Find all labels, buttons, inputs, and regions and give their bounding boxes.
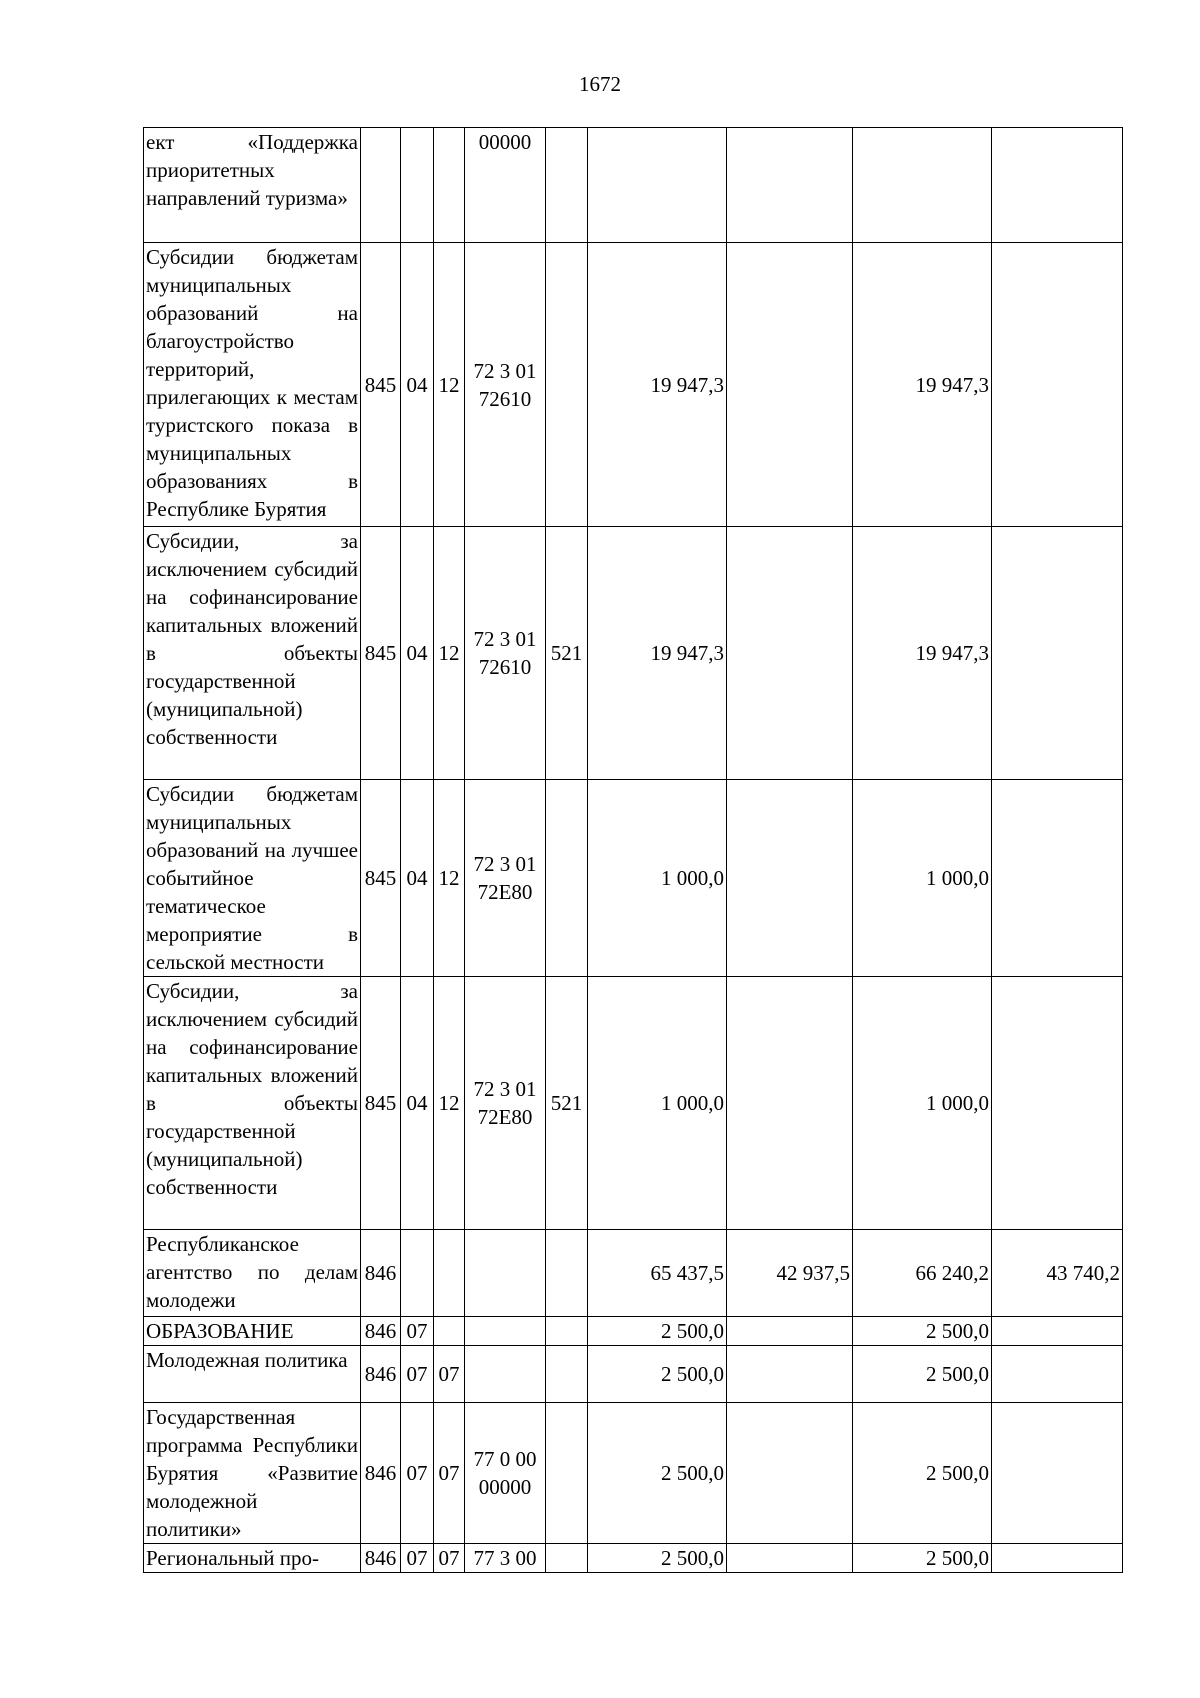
cell-name: Республиканское агентство по делам молодежи (144, 1230, 361, 1317)
cell-gr: 845 (361, 780, 401, 977)
cell-rz: 07 (401, 1346, 434, 1403)
cell-pr: 12 (434, 780, 465, 977)
cell-amount-2 (727, 1544, 853, 1573)
cell-amount-2 (727, 1317, 853, 1346)
cell-vr (546, 1544, 588, 1573)
cell-amount-4 (992, 1346, 1123, 1403)
cell-amount-2 (727, 527, 853, 780)
cell-amount-3: 2 500,0 (853, 1346, 992, 1403)
cell-rz: 07 (401, 1403, 434, 1544)
cell-amount-2 (727, 243, 853, 527)
cell-cs: 72 3 01 72E80 (465, 977, 546, 1230)
cell-name: Субсидии бюджетам муниципальных образований на благоустройство территорий, прилегающих к местам туристского показа в муниципальных образованиях в Республике Бурятия (144, 243, 361, 527)
cell-amount-2 (727, 1346, 853, 1403)
cell-name: Субсидии бюджетам муниципальных образований на лучшее событийное тематическое мероприятие в сельской местности (144, 780, 361, 977)
cell-pr (434, 128, 465, 243)
cell-cs: 72 3 01 72E80 (465, 780, 546, 977)
cell-gr: 846 (361, 1346, 401, 1403)
cell-amount-3: 1 000,0 (853, 977, 992, 1230)
table-row (144, 1230, 1123, 1317)
cell-gr: 845 (361, 977, 401, 1230)
cell-amount-4 (992, 1317, 1123, 1346)
cell-name: Субсидии, за исключением субсидий на софинансирование капитальных вложений в объекты государственной (муниципальной) собственности (144, 527, 361, 780)
cell-amount-4 (992, 128, 1123, 243)
cell-rz: 04 (401, 780, 434, 977)
cell-amount-1: 1 000,0 (588, 780, 727, 977)
cell-rz (401, 128, 434, 243)
cell-amount-1: 65 437,5 (588, 1230, 727, 1317)
cell-amount-2 (727, 1403, 853, 1544)
cell-pr: 07 (434, 1544, 465, 1573)
cell-vr (546, 243, 588, 527)
table-row (144, 977, 1123, 1230)
budget-table (143, 127, 1123, 1573)
cell-pr: 12 (434, 243, 465, 527)
cell-pr: 12 (434, 527, 465, 780)
cell-gr: 845 (361, 243, 401, 527)
cell-rz: 04 (401, 243, 434, 527)
cell-rz: 04 (401, 527, 434, 780)
cell-cs: 77 0 00 00000 (465, 1403, 546, 1544)
table-row (144, 1317, 1123, 1346)
cell-vr (546, 1317, 588, 1346)
cell-amount-4 (992, 977, 1123, 1230)
table-row (144, 780, 1123, 977)
cell-pr (434, 1317, 465, 1346)
cell-amount-1: 2 500,0 (588, 1544, 727, 1573)
cell-vr (546, 1230, 588, 1317)
cell-amount-1: 2 500,0 (588, 1403, 727, 1544)
cell-name: Региональный про- (144, 1544, 361, 1573)
table-row (144, 243, 1123, 527)
cell-vr (546, 780, 588, 977)
table-body (144, 128, 1123, 1573)
cell-pr (434, 1230, 465, 1317)
cell-cs (465, 1230, 546, 1317)
cell-amount-1: 19 947,3 (588, 527, 727, 780)
cell-gr: 846 (361, 1317, 401, 1346)
cell-vr: 521 (546, 977, 588, 1230)
cell-cs (465, 1317, 546, 1346)
cell-gr: 846 (361, 1230, 401, 1317)
table-row (144, 527, 1123, 780)
cell-amount-2: 42 937,5 (727, 1230, 853, 1317)
cell-cs: 00000 (465, 128, 546, 243)
table-row (144, 1346, 1123, 1403)
cell-vr: 521 (546, 527, 588, 780)
cell-amount-2 (727, 128, 853, 243)
cell-amount-1: 1 000,0 (588, 977, 727, 1230)
cell-gr: 846 (361, 1544, 401, 1573)
cell-amount-3: 19 947,3 (853, 527, 992, 780)
page-number: 1672 (579, 72, 621, 96)
cell-rz: 07 (401, 1317, 434, 1346)
cell-cs (465, 1346, 546, 1403)
cell-amount-4: 43 740,2 (992, 1230, 1123, 1317)
cell-amount-1 (588, 128, 727, 243)
cell-name: Субсидии, за исключением субсидий на софинансирование капитальных вложений в объекты государственной (муниципальной) собственности (144, 977, 361, 1230)
cell-name: Молодежная политика (144, 1346, 361, 1403)
cell-pr: 12 (434, 977, 465, 1230)
cell-amount-1: 2 500,0 (588, 1346, 727, 1403)
cell-amount-4 (992, 780, 1123, 977)
cell-amount-2 (727, 780, 853, 977)
cell-gr (361, 128, 401, 243)
table-row (144, 1544, 1123, 1573)
cell-rz: 04 (401, 977, 434, 1230)
cell-amount-3: 2 500,0 (853, 1403, 992, 1544)
table-row (144, 1403, 1123, 1544)
cell-amount-4 (992, 1544, 1123, 1573)
table-row (144, 128, 1123, 243)
cell-amount-4 (992, 1403, 1123, 1544)
cell-vr (546, 1403, 588, 1544)
cell-rz (401, 1230, 434, 1317)
cell-amount-3: 2 500,0 (853, 1317, 992, 1346)
cell-vr (546, 1346, 588, 1403)
cell-pr: 07 (434, 1403, 465, 1544)
cell-name: Государственная программа Республики Бурятия «Развитие молодежной политики» (144, 1403, 361, 1544)
cell-cs: 77 3 00 (465, 1544, 546, 1573)
cell-name: ект «Поддержка приоритетных направлений туризма» (144, 128, 361, 243)
cell-amount-3: 2 500,0 (853, 1544, 992, 1573)
cell-amount-1: 19 947,3 (588, 243, 727, 527)
cell-gr: 846 (361, 1403, 401, 1544)
cell-amount-3: 66 240,2 (853, 1230, 992, 1317)
cell-cs: 72 3 01 72610 (465, 527, 546, 780)
cell-amount-2 (727, 977, 853, 1230)
cell-rz: 07 (401, 1544, 434, 1573)
cell-amount-1: 2 500,0 (588, 1317, 727, 1346)
cell-name: ОБРАЗОВАНИЕ (144, 1317, 361, 1346)
cell-vr (546, 128, 588, 243)
cell-amount-3: 19 947,3 (853, 243, 992, 527)
cell-amount-4 (992, 243, 1123, 527)
cell-pr: 07 (434, 1346, 465, 1403)
cell-amount-3 (853, 128, 992, 243)
cell-amount-3: 1 000,0 (853, 780, 992, 977)
cell-gr: 845 (361, 527, 401, 780)
cell-amount-4 (992, 527, 1123, 780)
cell-cs: 72 3 01 72610 (465, 243, 546, 527)
